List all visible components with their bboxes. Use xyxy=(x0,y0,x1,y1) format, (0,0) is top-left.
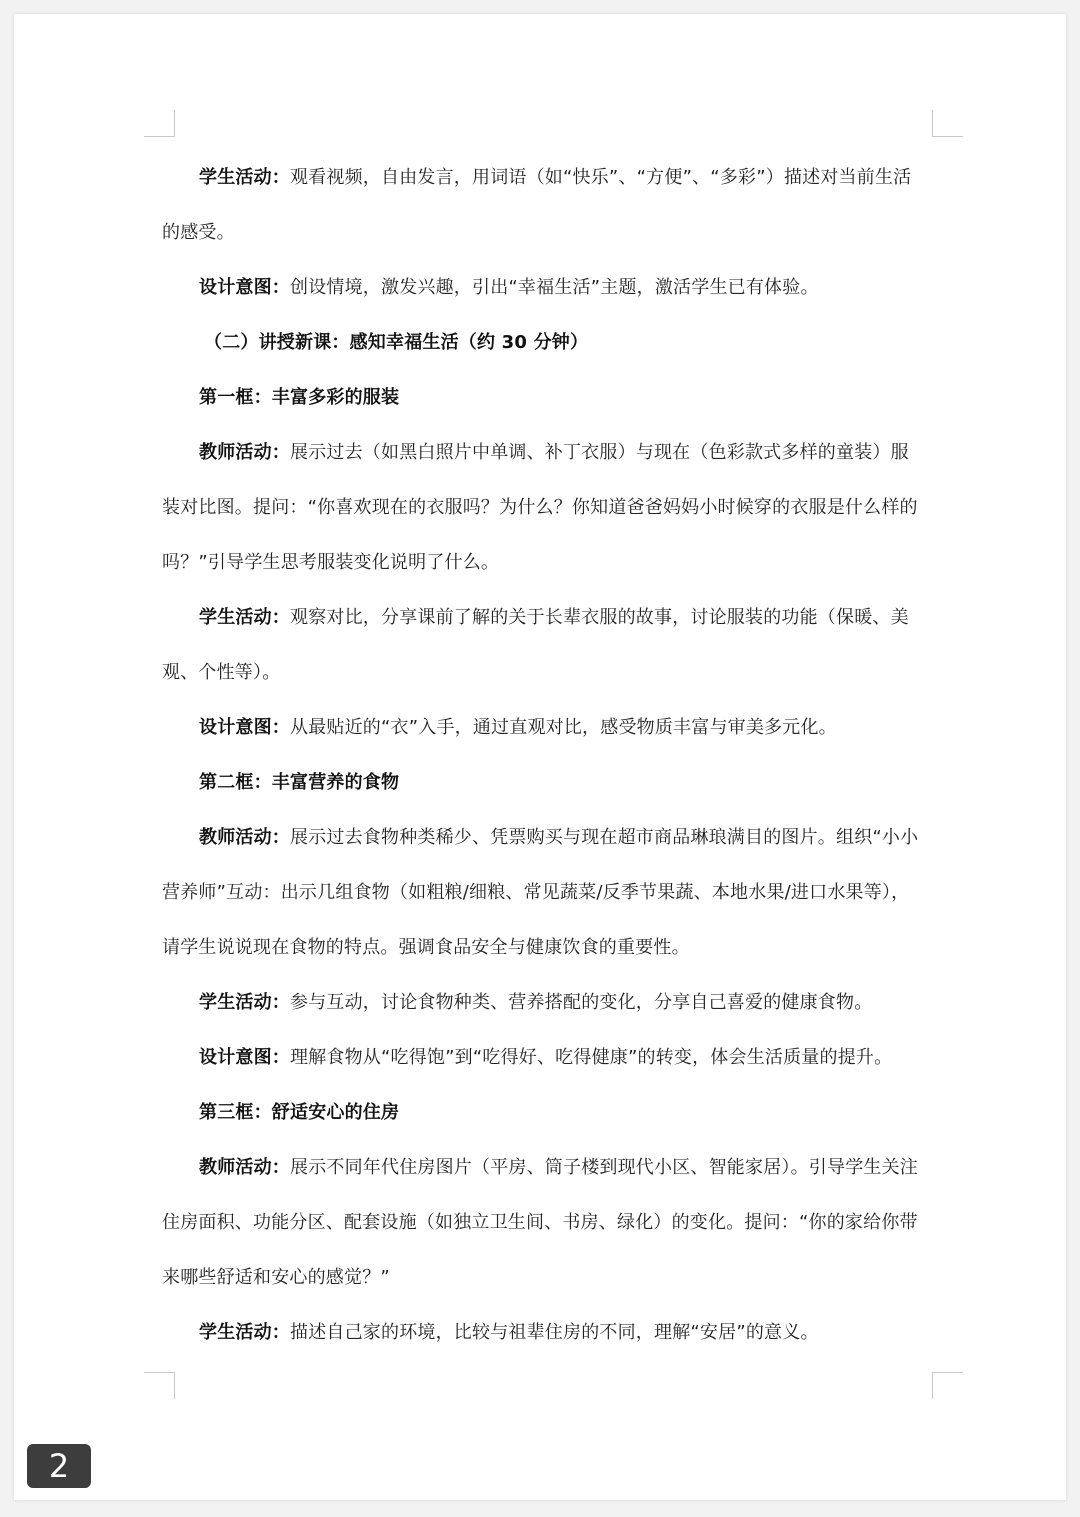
paragraph xyxy=(162,260,922,315)
section-heading: （二）讲授新课：感知幸福生活（约 30 分钟） xyxy=(204,332,589,353)
subsection-heading: 第三框：舒适安心的住房 xyxy=(199,1102,400,1123)
paragraph-label: 设计意图： xyxy=(199,1047,290,1068)
paragraph-label: 学生活动： xyxy=(199,167,290,188)
paragraph-label: 教师活动： xyxy=(199,1157,290,1178)
margin-corner-top-right xyxy=(932,110,963,137)
paragraph-text: 参与互动，讨论食物种类、营养搭配的变化，分享自己喜爱的健康食物。 xyxy=(290,992,873,1013)
paragraph-text: 从最贴近的“衣”入手，通过直观对比，感受物质丰富与审美多元化。 xyxy=(290,717,837,738)
document-body xyxy=(162,150,922,1360)
paragraph-label: 学生活动： xyxy=(199,607,290,628)
paragraph-label: 教师活动： xyxy=(199,442,290,463)
page-number-badge: 2 xyxy=(27,1444,91,1488)
paragraph xyxy=(162,975,922,1030)
paragraph xyxy=(162,810,922,975)
paragraph-text: 展示过去（如黑白照片中单调、补丁衣服）与现在（色彩款式多样的童装）服装对比图。提问：“你喜欢现在的衣服吗？为什么？你知道爸爸妈妈小时候穿的衣服是什么样的吗？”引导学生思考服装变化说明了什么。 xyxy=(162,442,918,573)
paragraph xyxy=(162,1140,922,1305)
paragraph-text: 观看视频，自由发言，用词语（如“快乐”、“方便”、“多彩”）描述对当前生活的感受。 xyxy=(162,167,912,243)
margin-corner-top-left xyxy=(144,110,175,137)
paragraph-label: 设计意图： xyxy=(199,277,290,298)
paragraph-text: 观察对比，分享课前了解的关于长辈衣服的故事，讨论服装的功能（保暖、美观、个性等）。 xyxy=(162,607,909,683)
paragraph xyxy=(162,150,922,260)
paragraph-text: 展示不同年代住房图片（平房、筒子楼到现代小区、智能家居）。引导学生关注住房面积、功能分区、配套设施（如独立卫生间、书房、绿化）的变化。提问：“你的家给你带来哪些舒适和安心的感觉？” xyxy=(162,1157,918,1288)
paragraph xyxy=(162,590,922,700)
paragraph-text: 理解食物从“吃得饱”到“吃得好、吃得健康”的转变，体会生活质量的提升。 xyxy=(290,1047,893,1068)
paragraph xyxy=(162,425,922,590)
paragraph-label: 教师活动： xyxy=(199,827,290,848)
document-page xyxy=(14,14,1066,1500)
subsection-heading: 第二框：丰富营养的食物 xyxy=(199,772,400,793)
subsection-heading: 第一框：丰富多彩的服装 xyxy=(199,387,400,408)
paragraph-text: 展示过去食物种类稀少、凭票购买与现在超市商品琳琅满目的图片。组织“小小营养师”互动：出示几组食物（如粗粮/细粮、常见蔬菜/反季节果蔬、本地水果/进口水果等），请学生说说现在食物的特点。强调食品安全与健康饮食的重要性。 xyxy=(162,827,919,958)
paragraph-label: 学生活动： xyxy=(199,992,290,1013)
paragraph-text: 描述自己家的环境，比较与祖辈住房的不同，理解“安居”的意义。 xyxy=(290,1322,819,1343)
margin-corner-bottom-left xyxy=(144,1372,175,1399)
paragraph xyxy=(162,1305,922,1360)
paragraph xyxy=(162,1030,922,1085)
margin-corner-bottom-right xyxy=(932,1372,963,1399)
paragraph xyxy=(162,700,922,755)
paragraph-label: 设计意图： xyxy=(199,717,290,738)
paragraph-text: 创设情境，激发兴趣，引出“幸福生活”主题，激活学生已有体验。 xyxy=(290,277,819,298)
paragraph-label: 学生活动： xyxy=(199,1322,290,1343)
